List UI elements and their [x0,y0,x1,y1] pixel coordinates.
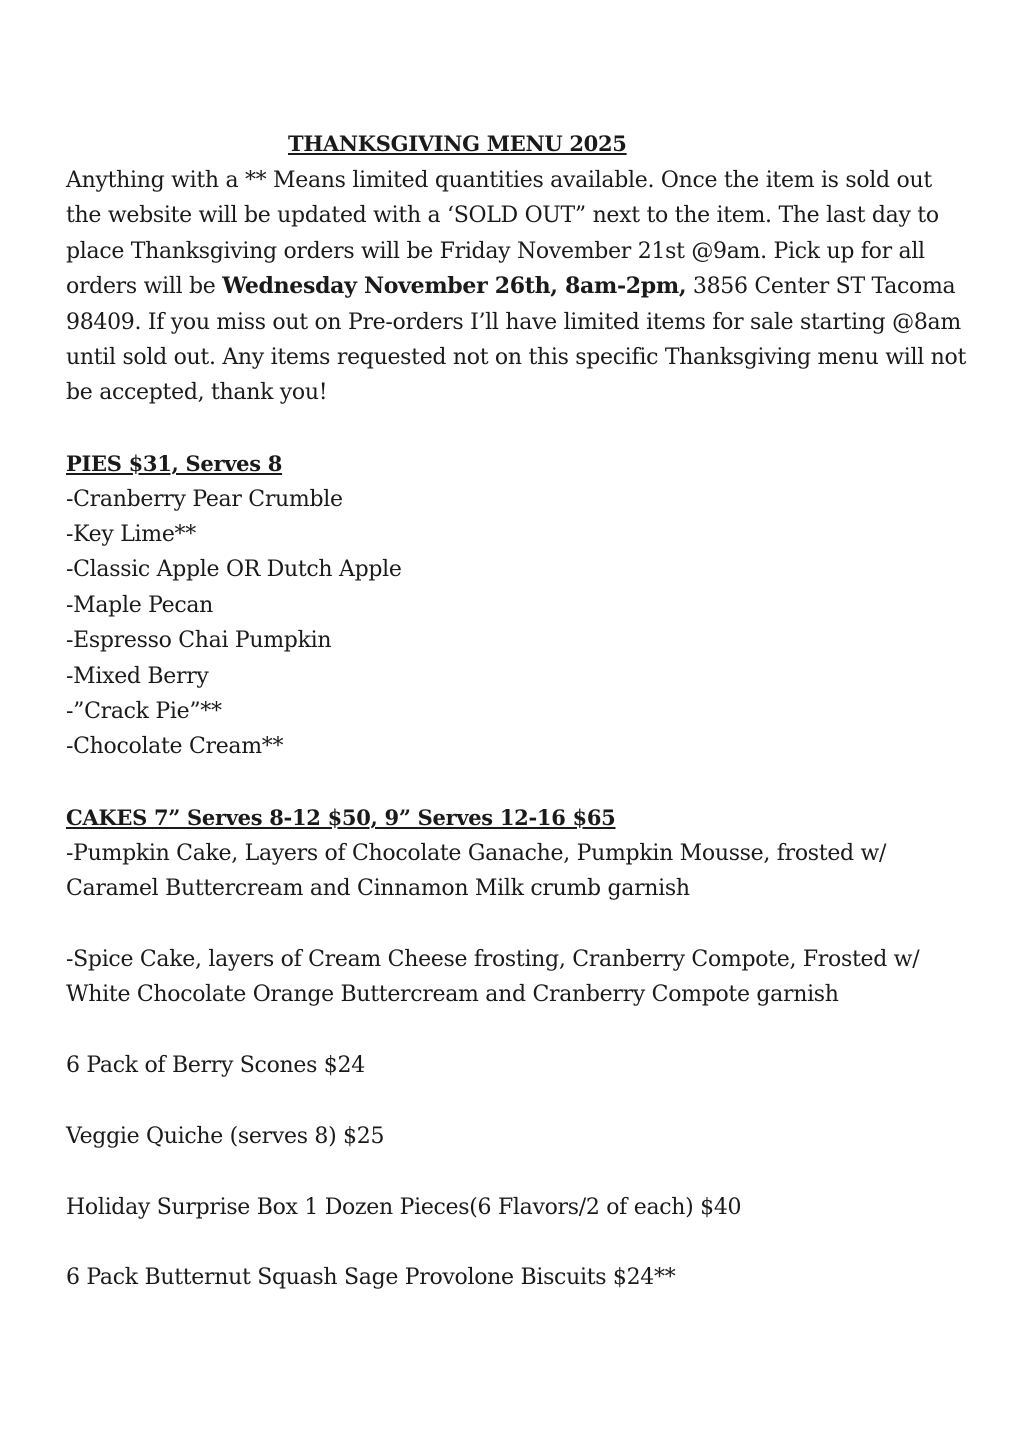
pie-item: -Chocolate Cream** [66,734,284,760]
pie-item: -”Crack Pie”** [66,699,222,725]
cakes-heading: CAKES 7” Serves 8-12 $50, 9” Serves 12-16 $65 [66,805,616,831]
intro-text-1: Anything with a ** Means limited quantities available. Once the item is sold out the website will be updated with a ‘SOLD OUT” next to the item. The last day to place Thanksgiving orders will be Friday November 21st @9am. Pick up for all orders will be [66,168,939,300]
intro-text-2: 3856 Center ST Tacoma 98409. If you miss out on Pre-orders I’ll have limited items for sale starting @8am until sold out. Any items requested not on this specific Thanksgiving menu will not be accepted, thank you! [66,274,966,406]
cakes-section [66,800,966,1012]
pie-item: -Cranberry Pear Crumble [66,486,343,512]
spacer [66,411,966,446]
cake-item: -Spice Cake, layers of Cream Cheese frosting, Cranberry Compote, Frosted w/ White Chocolate Orange Buttercream and Cranberry Compote garnish [66,946,920,1008]
pie-item: -Key Lime** [66,522,196,548]
intro-paragraph [66,163,966,411]
pies-section [66,446,966,765]
extra-item: 6 Pack Butternut Squash Sage Provolone Biscuits $24** [66,1265,676,1291]
extra-item: 6 Pack of Berry Scones $24 [66,1053,365,1079]
spacer [66,1154,966,1189]
spacer [66,765,966,800]
pie-item: -Espresso Chai Pumpkin [66,628,332,654]
spacer [66,1225,966,1260]
cake-item: -Pumpkin Cake, Layers of Chocolate Ganache, Pumpkin Mousse, frosted w/ Caramel Buttercream and Cinnamon Milk crumb garnish [66,840,887,902]
spacer [66,1013,966,1048]
extra-item: Veggie Quiche (serves 8) $25 [66,1123,385,1149]
spacer [66,907,966,942]
pie-item: -Maple Pecan [66,592,214,618]
pie-item: -Mixed Berry [66,663,209,689]
menu-document [66,128,966,1296]
pie-item: -Classic Apple OR Dutch Apple [66,557,402,583]
pickup-date-bold: Wednesday November 26th, 8am-2pm, [222,273,687,300]
spacer [66,1084,966,1119]
extra-item: Holiday Surprise Box 1 Dozen Pieces(6 Flavors/2 of each) $40 [66,1194,742,1220]
menu-title: THANKSGIVING MENU 2025 [288,131,627,156]
pies-heading: PIES $31, Serves 8 [66,451,283,477]
